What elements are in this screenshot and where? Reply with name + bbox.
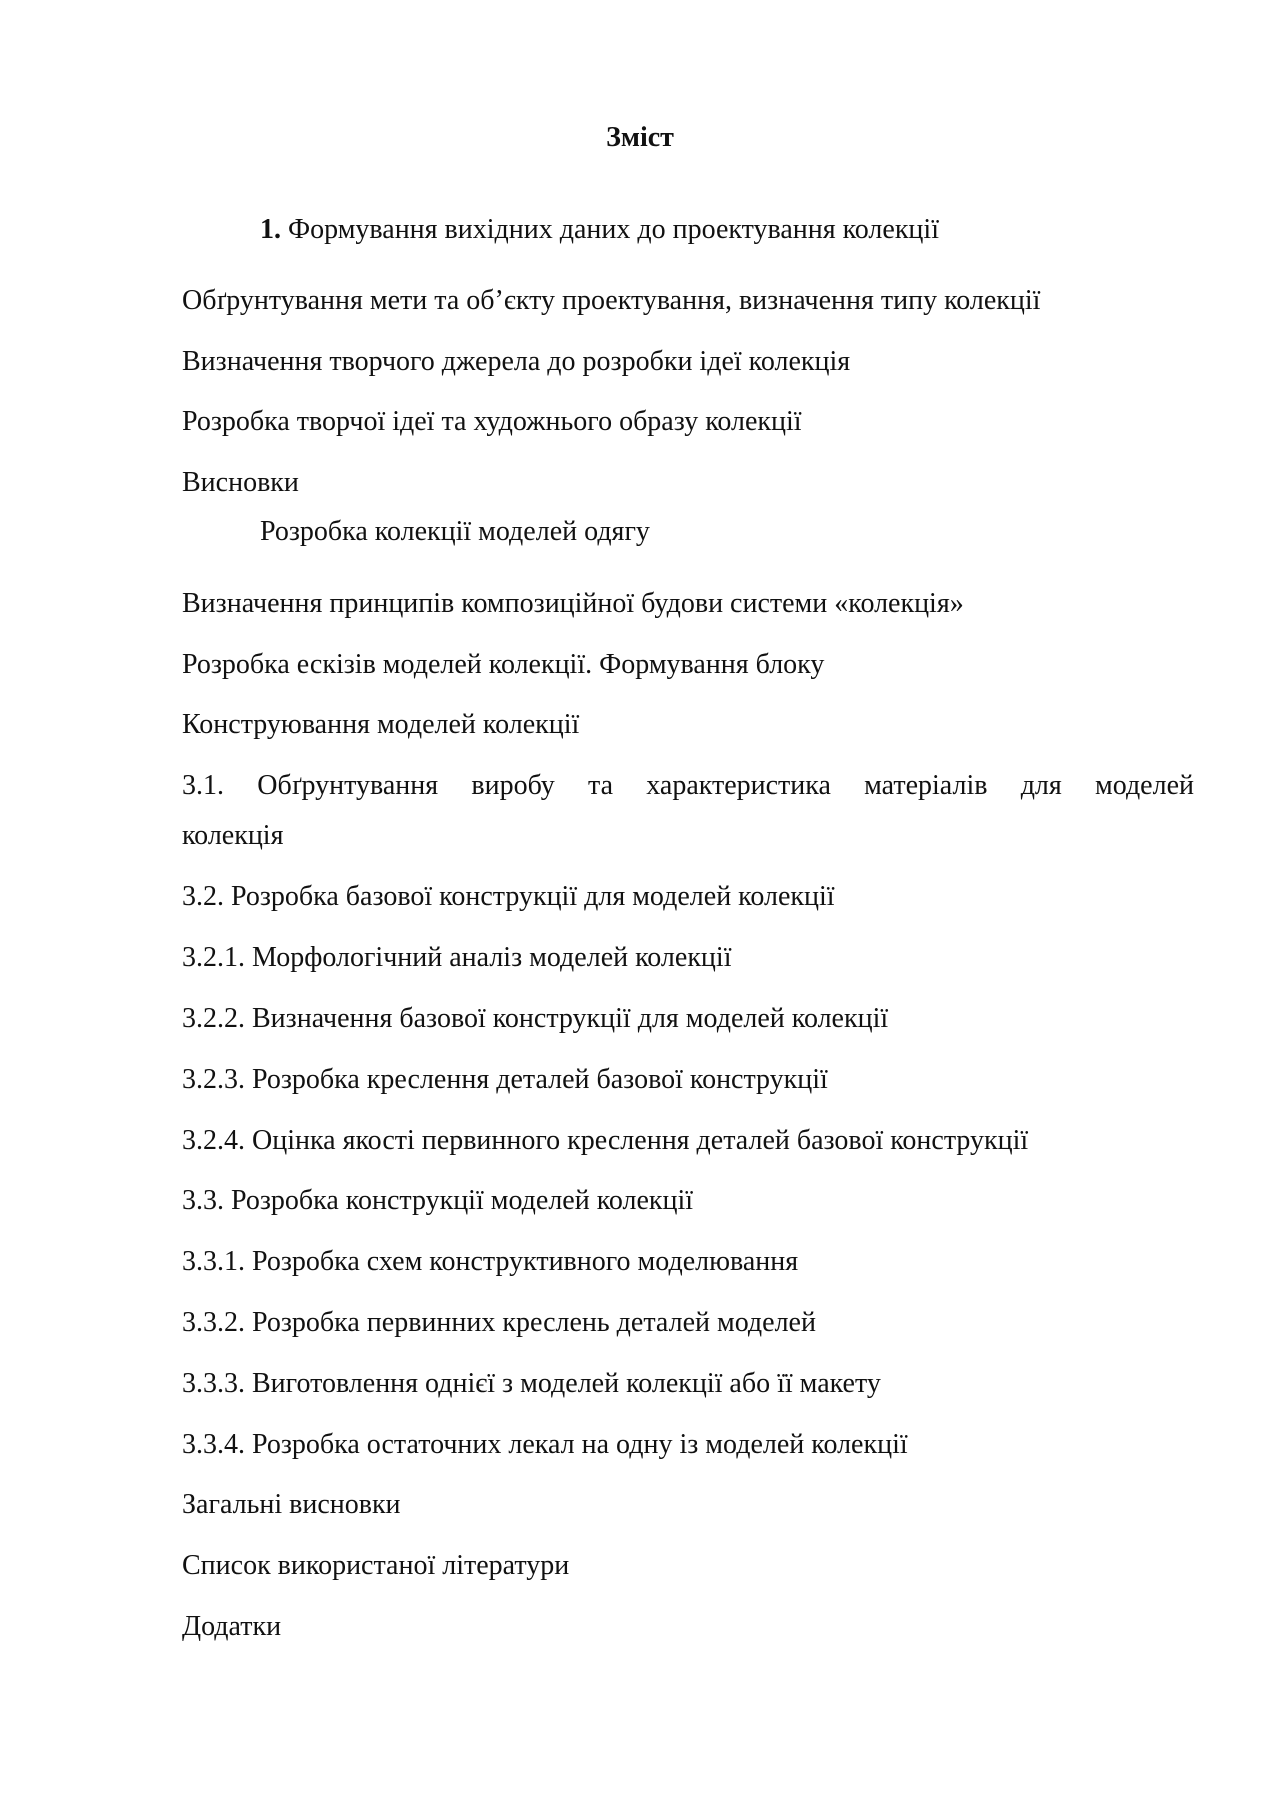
- page-title: Зміст: [606, 122, 674, 153]
- toc-item-3-1-line2: колекція: [182, 820, 284, 851]
- toc-item: Список використаної літератури: [182, 1550, 570, 1581]
- toc-section-1-label: Формування вихідних даних до проектування колекції: [288, 214, 939, 245]
- toc-section-1: [260, 210, 1194, 250]
- toc-section-1-number: 1.: [260, 214, 281, 245]
- toc-item: 3.3.2. Розробка первинних креслень деталей моделей: [182, 1307, 816, 1338]
- toc-item: 3.2.1. Морфологічний аналіз моделей колекції: [182, 942, 732, 973]
- toc-item: 3.3. Розробка конструкції моделей колекції: [182, 1185, 694, 1216]
- toc-section-2: Розробка колекції моделей одягу: [260, 516, 650, 547]
- toc-item: 3.2.3. Розробка креслення деталей базової конструкції: [182, 1064, 828, 1095]
- toc-item: 3.2. Розробка базової конструкції для моделей колекції: [182, 881, 835, 912]
- toc-item: Загальні висновки: [182, 1489, 401, 1520]
- toc-item: 3.3.1. Розробка схем конструктивного моделювання: [182, 1246, 799, 1277]
- toc-item: 3.3.3. Виготовлення однієї з моделей колекції або її макету: [182, 1368, 881, 1399]
- toc-item: 3.2.4. Оцінка якості первинного креслення деталей базової конструкції: [182, 1125, 1029, 1156]
- toc-item: Висновки: [182, 467, 299, 498]
- toc-item: Визначення творчого джерела до розробки ідеї колекція: [182, 346, 851, 377]
- toc-item: Розробка ескізів моделей колекції. Формування блоку: [182, 649, 825, 680]
- toc-item: Розробка творчої ідеї та художнього образу колекції: [182, 406, 802, 437]
- toc-item: Обґрунтування мети та об’єкту проектування, визначення типу колекції: [182, 285, 1041, 316]
- toc-item: Визначення принципів композиційної будови системи «колекція»: [182, 588, 964, 619]
- toc-item: 3.3.4. Розробка остаточних лекал на одну із моделей колекції: [182, 1429, 908, 1460]
- toc-item-3-1-line1: 3.1. Обґрунтування виробу та характеристика матеріалів для моделей: [182, 770, 1194, 801]
- toc-item: 3.2.2. Визначення базової конструкції для моделей колекції: [182, 1003, 889, 1034]
- toc-item: Конструювання моделей колекції: [182, 709, 580, 740]
- toc-item: Додатки: [182, 1611, 282, 1642]
